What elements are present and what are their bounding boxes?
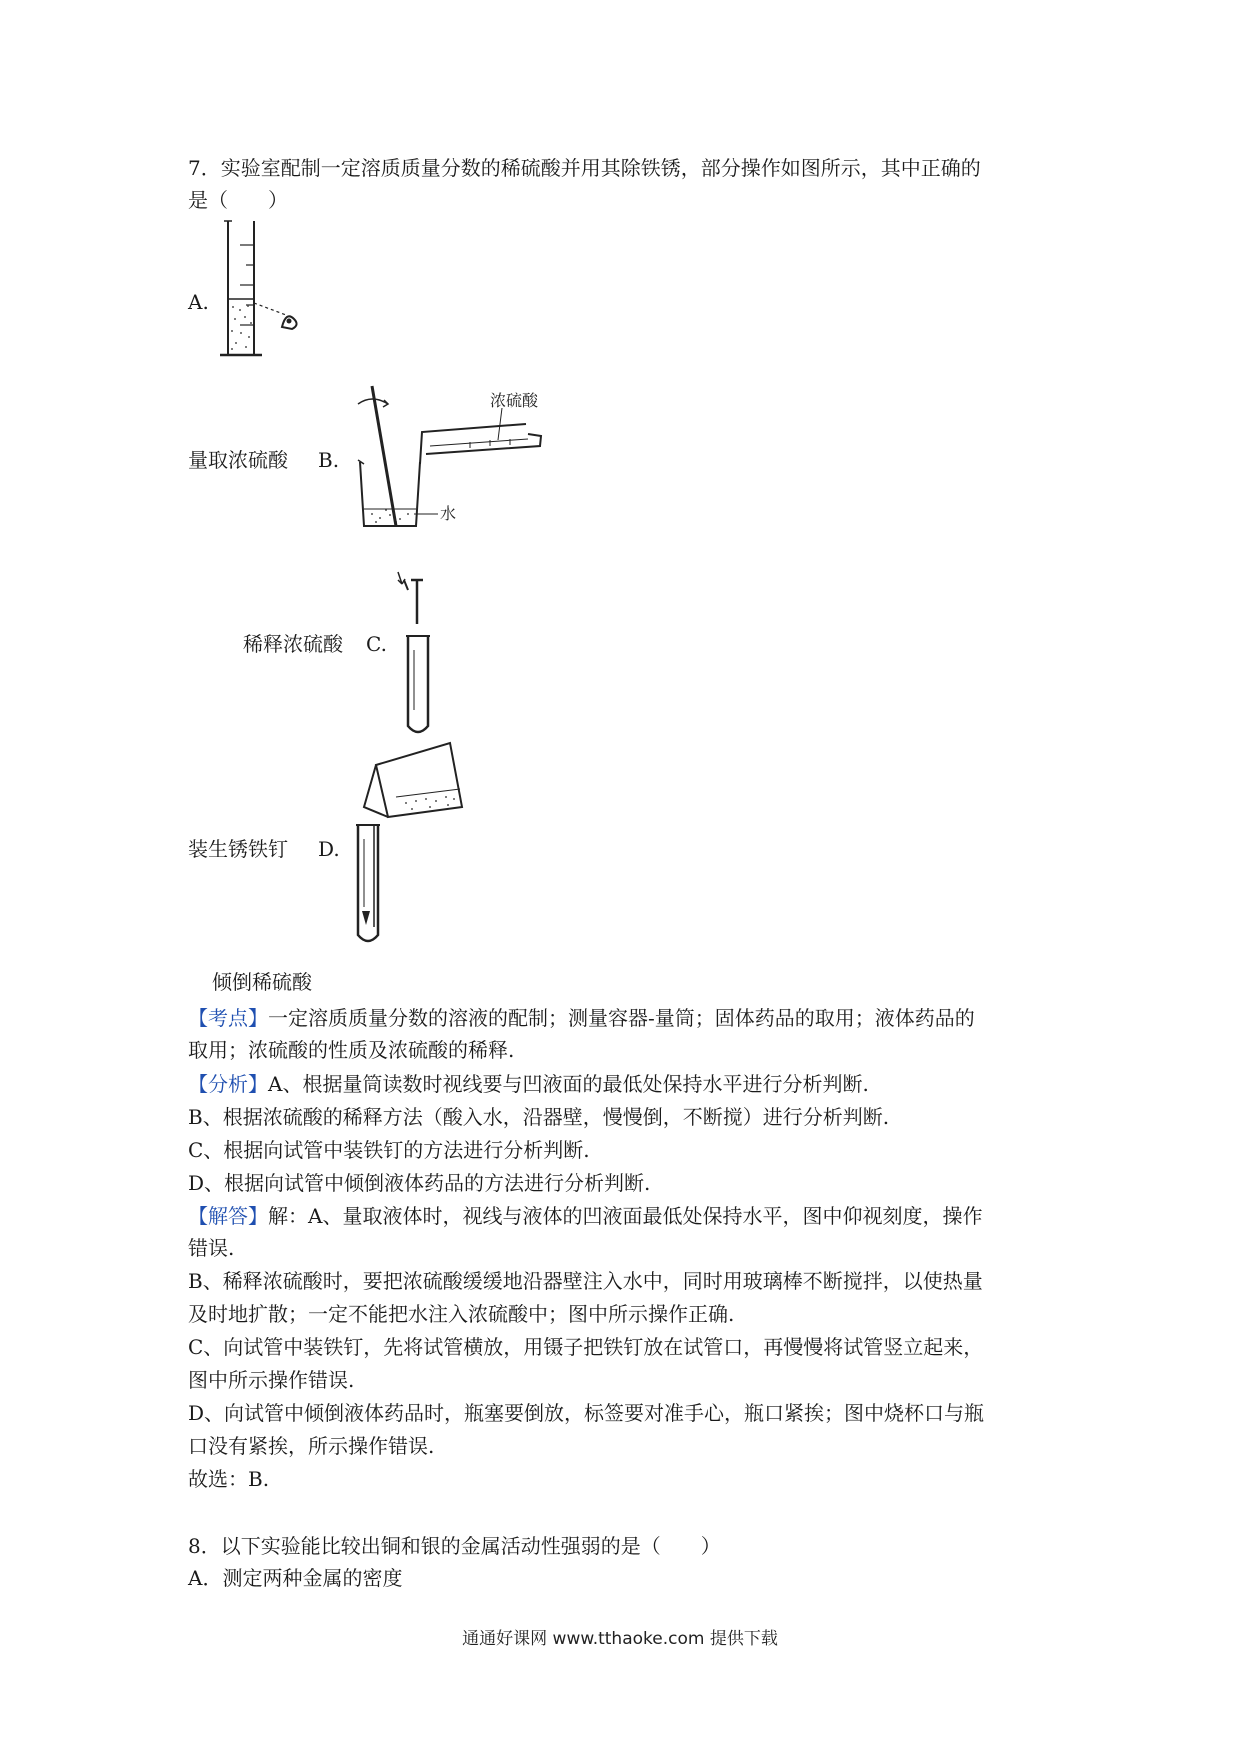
fenxi-tag: 【分析】 bbox=[188, 1072, 268, 1096]
kaodian-tag: 【考点】 bbox=[188, 1006, 268, 1030]
jieda-line1 bbox=[188, 1202, 982, 1230]
option-d-caption: 装生锈铁钉 bbox=[188, 837, 288, 861]
figure-b-dilute-acid bbox=[350, 376, 570, 536]
option-b-label: B. bbox=[318, 448, 340, 472]
jieda-text1: 解：A、量取液体时，视线与液体的凹液面最低处保持水平，图中仰视刻度，操作 bbox=[268, 1204, 983, 1228]
q8-option-a: A．测定两种金属的密度 bbox=[188, 1566, 403, 1590]
jieda-line2: 错误. bbox=[188, 1236, 235, 1260]
kaodian-line1 bbox=[188, 1004, 975, 1032]
fenxi-line2: B、根据浓硫酸的稀释方法（酸入水，沿器壁，慢慢倒，不断搅）进行分析判断. bbox=[188, 1105, 890, 1129]
jieda-line4: 及时地扩散；一定不能把水注入浓硫酸中；图中所示操作正确. bbox=[188, 1302, 735, 1326]
option-d-caption-after: 倾倒稀硫酸 bbox=[212, 970, 312, 994]
fenxi-line1 bbox=[188, 1070, 869, 1098]
jieda-line3: B、稀释浓硫酸时，要把浓硫酸缓缓地沿器壁注入水中，同时用玻璃棒不断搅拌，以使热量 bbox=[188, 1269, 983, 1293]
footer-text: 通通好课网 www.tthaoke.com 提供下载 bbox=[462, 1629, 778, 1649]
label-water: 水 bbox=[440, 504, 457, 523]
figure-d-pour-liquid bbox=[350, 735, 470, 955]
fenxi-line3: C、根据向试管中装铁钉的方法进行分析判断. bbox=[188, 1138, 590, 1162]
jieda-line6: 图中所示操作错误. bbox=[188, 1368, 355, 1392]
q8-stem: 8．以下实验能比较出铜和银的金属活动性强弱的是（ ） bbox=[188, 1534, 721, 1558]
q7-stem-line2: 是（ ） bbox=[188, 188, 288, 212]
jieda-line5: C、向试管中装铁钉，先将试管横放，用镊子把铁钉放在试管口，再慢慢将试管竖立起来， bbox=[188, 1335, 984, 1359]
q7-stem-line1: 7．实验室配制一定溶质质量分数的稀硫酸并用其除铁锈，部分操作如图所示，其中正确的 bbox=[188, 156, 981, 180]
kaodian-text1: 一定溶质质量分数的溶液的配制；测量容器-量筒；固体药品的取用；液体药品的 bbox=[268, 1006, 975, 1030]
figure-a-graduated-cylinder bbox=[218, 215, 308, 365]
label-concentrated-acid: 浓硫酸 bbox=[490, 391, 539, 410]
fenxi-text1: A、根据量筒读数时视线要与凹液面的最低处保持水平进行分析判断. bbox=[268, 1072, 869, 1096]
figure-c-test-tube-nail bbox=[396, 540, 456, 740]
option-b-caption: 量取浓硫酸 bbox=[188, 448, 288, 472]
option-c-caption: 稀释浓硫酸 bbox=[243, 632, 343, 656]
option-d-label: D. bbox=[318, 837, 340, 861]
jieda-tag: 【解答】 bbox=[188, 1204, 268, 1228]
jieda-line7: D、向试管中倾倒液体药品时，瓶塞要倒放，标签要对准手心，瓶口紧挨；图中烧杯口与瓶 bbox=[188, 1401, 985, 1425]
answer-line: 故选：B. bbox=[188, 1467, 270, 1491]
fenxi-line4: D、根据向试管中倾倒液体药品的方法进行分析判断. bbox=[188, 1171, 651, 1195]
option-a-label: A. bbox=[188, 290, 209, 314]
option-c-label: C. bbox=[366, 632, 387, 656]
jieda-line8: 口没有紧挨，所示操作错误. bbox=[188, 1434, 435, 1458]
kaodian-line2: 取用；浓硫酸的性质及浓硫酸的稀释. bbox=[188, 1038, 515, 1062]
